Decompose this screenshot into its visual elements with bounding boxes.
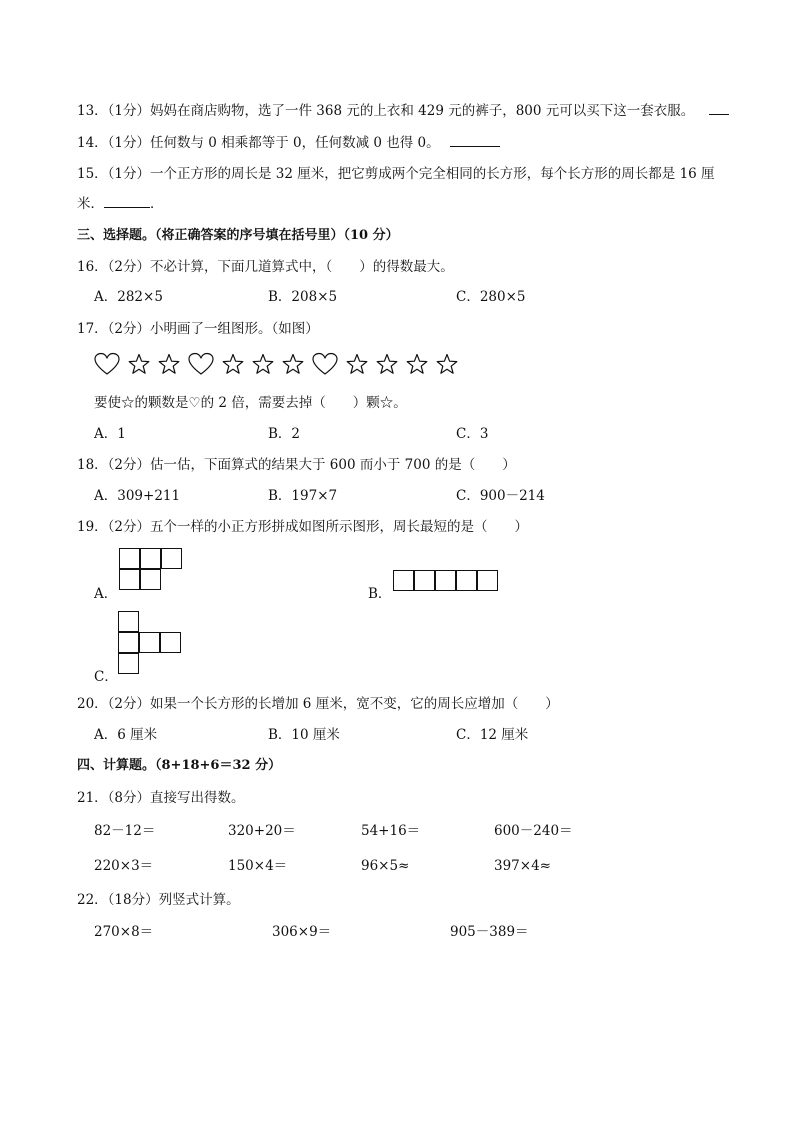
question-22: 22．（18分）列竖式计算。 — [77, 892, 240, 908]
star-icon — [376, 353, 398, 375]
option-c[interactable]: C．900－214 — [456, 488, 545, 504]
question-14 — [77, 134, 500, 152]
square — [140, 569, 161, 590]
calc-item[interactable]: 306×9＝ — [272, 924, 332, 940]
option-c[interactable]: C．12 厘米 — [456, 727, 529, 743]
option-b[interactable]: B．2 — [268, 426, 301, 442]
option-a[interactable]: A．282×5 — [94, 289, 163, 305]
heart-icon — [312, 352, 338, 376]
calc-item[interactable]: 600－240＝ — [494, 823, 573, 839]
question-18: 18．（2分）估一估，下面算式的结果大于 600 而小于 700 的是（ ） — [77, 457, 516, 473]
square — [161, 548, 182, 569]
answer-blank[interactable] — [104, 195, 150, 208]
calc-item[interactable]: 220×3＝ — [94, 858, 154, 874]
star-icon — [252, 353, 274, 375]
option-b[interactable]: B．10 厘米 — [268, 727, 340, 743]
square — [118, 611, 139, 632]
square — [435, 570, 456, 591]
square — [119, 548, 140, 569]
square — [118, 632, 139, 653]
question-17: 17．（2分）小明画了一组图形。（如图） — [77, 321, 319, 337]
calc-item[interactable]: 150×4＝ — [228, 858, 288, 874]
star-icon — [436, 353, 458, 375]
calc-item[interactable]: 397×4≈ — [494, 858, 551, 874]
question-15-line2 — [77, 195, 164, 213]
calc-item[interactable]: 320+20＝ — [228, 823, 296, 839]
calc-item[interactable]: 54+16＝ — [361, 823, 421, 839]
figure-b-label[interactable]: B． — [368, 586, 392, 602]
option-c[interactable]: C．3 — [456, 426, 489, 442]
calc-item[interactable]: 82－12＝ — [94, 823, 156, 839]
answer-blank[interactable] — [709, 102, 729, 115]
square — [414, 570, 435, 591]
square — [160, 632, 181, 653]
square — [456, 570, 477, 591]
question-13 — [77, 102, 729, 120]
figure-a-label[interactable]: A． — [94, 586, 118, 602]
star-icon — [128, 353, 150, 375]
question-20: 20．（2分）如果一个长方形的长增加 6 厘米，宽不变，它的周长应增加（ ） — [77, 696, 559, 712]
option-a[interactable]: A．6 厘米 — [94, 727, 158, 743]
option-c[interactable]: C．280×5 — [456, 289, 526, 305]
star-icon — [222, 353, 244, 375]
question-13-text: 13．（1分）妈妈在商店购物，选了一件 368 元的上衣和 429 元的裤子，800 元可以买下这一套衣服。 — [77, 103, 695, 119]
option-a[interactable]: A．309+211 — [94, 488, 181, 504]
square — [119, 569, 140, 590]
calc-item[interactable]: 270×8＝ — [94, 924, 154, 940]
square — [139, 632, 160, 653]
star-icon — [158, 353, 180, 375]
question-16: 16．（2分）不必计算，下面几道算式中，（ ）的得数最大。 — [77, 259, 454, 275]
option-b[interactable]: B．197×7 — [268, 488, 338, 504]
question-21: 21．（8分）直接写出得数。 — [77, 790, 245, 806]
figure-c-label[interactable]: C． — [94, 669, 118, 685]
option-b[interactable]: B．208×5 — [268, 289, 338, 305]
star-icon — [282, 353, 304, 375]
shape-row — [94, 352, 458, 376]
heart-icon — [94, 352, 120, 376]
question-15-text: 米． — [77, 196, 104, 212]
section-title-choice: 三、选择题。（将正确答案的序号填在括号里）（10 分） — [77, 228, 399, 243]
square — [140, 548, 161, 569]
heart-icon — [188, 352, 214, 376]
section-title-calc: 四、计算题。（8+18+6＝32 分） — [77, 758, 282, 773]
calc-item[interactable]: 96×5≈ — [361, 858, 410, 874]
answer-blank[interactable] — [450, 134, 500, 147]
question-15-line1: 15．（1分）一个正方形的周长是 32 厘米，把它剪成两个完全相同的长方形，每个长方形的周长都是 16 厘 — [77, 166, 715, 182]
question-19: 19．（2分）五个一样的小正方形拼成如图所示图形，周长最短的是（ ） — [77, 519, 529, 535]
question-14-text: 14．（1分）任何数与 0 相乘都等于 0，任何数减 0 也得 0。 — [77, 135, 440, 151]
question-17-prompt: 要使☆的颗数是♡的 2 倍，需要去掉（ ）颗☆。 — [94, 395, 407, 411]
calc-item[interactable]: 905－389＝ — [450, 924, 529, 940]
square — [393, 570, 414, 591]
square — [477, 570, 498, 591]
star-icon — [406, 353, 428, 375]
question-15-end: ． — [150, 196, 164, 212]
star-icon — [346, 353, 368, 375]
square — [118, 653, 139, 674]
option-a[interactable]: A．1 — [94, 426, 126, 442]
